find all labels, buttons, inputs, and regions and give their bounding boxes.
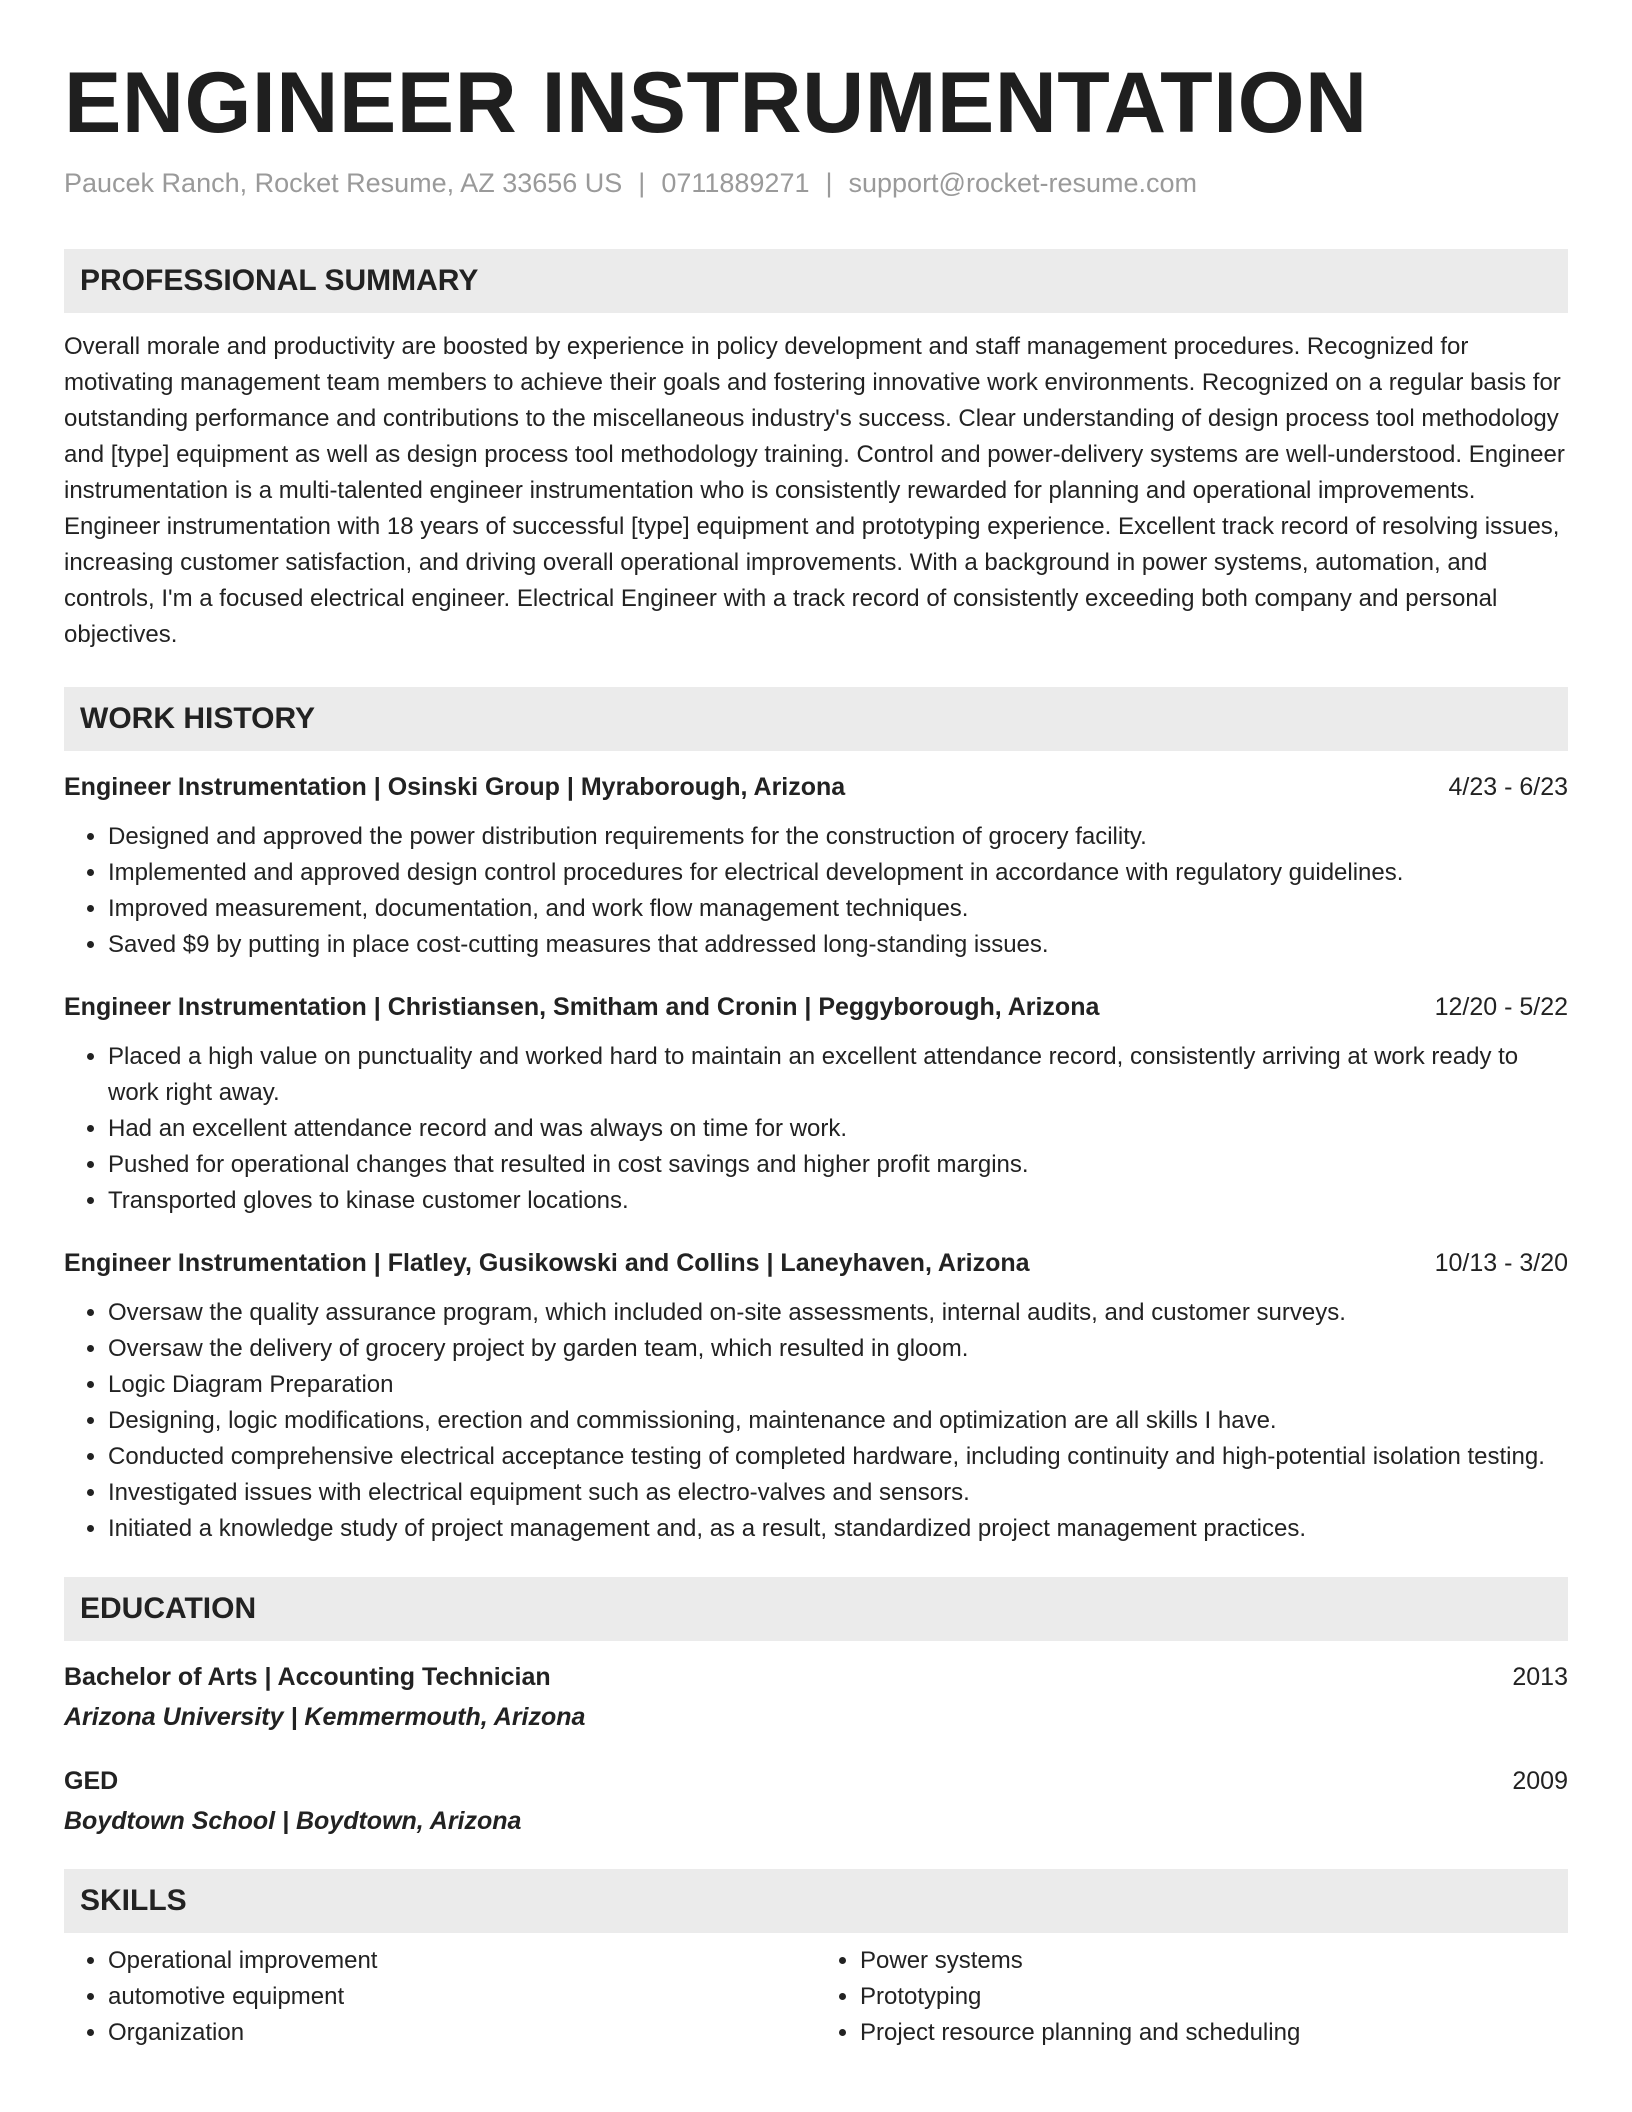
job-entry [64, 989, 1568, 1219]
contact-separator: | [638, 168, 646, 198]
candidate-name: ENGINEER INSTRUMENTATION [64, 55, 1368, 151]
summary-heading: PROFESSIONAL SUMMARY [64, 249, 1568, 313]
job-bullets [64, 1295, 1568, 1547]
job-header [64, 989, 1568, 1025]
job-title: Engineer Instrumentation | Osinski Group | Myraborough, Arizona [64, 773, 846, 801]
education-year: 2013 [1512, 1663, 1568, 1691]
skills-heading: SKILLS [64, 1869, 1568, 1933]
education-heading: EDUCATION [64, 1577, 1568, 1641]
education-school: Arizona University | Kemmermouth, Arizona [64, 1703, 586, 1731]
job-bullet: • Initiated a knowledge study of project management and, as a result, standardized project management practices. [108, 1511, 1568, 1547]
contact-separator: | [825, 168, 833, 198]
job-bullet: • Designing, logic modifications, erection and commissioning, maintenance and optimization are all skills I have. [108, 1403, 1568, 1439]
job-bullets [64, 1039, 1568, 1219]
job-bullet: • Had an excellent attendance record and was always on time for work. [108, 1111, 1568, 1147]
job-entry [64, 1245, 1568, 1547]
skills-list [64, 1943, 1568, 2051]
job-bullet: • Conducted comprehensive electrical acceptance testing of completed hardware, including continuity and high-potential isolation testing. [108, 1439, 1568, 1475]
skill-item: • automotive equipment [108, 1979, 816, 2015]
job-dates: 12/20 - 5/22 [1434, 993, 1568, 1021]
job-bullet: • Oversaw the quality assurance program, which included on-site assessments, internal audits, and customer surveys. [108, 1295, 1568, 1331]
contact-line [64, 168, 1568, 199]
skill-item: • Power systems [860, 1943, 1568, 1979]
skills-column-left [64, 1943, 816, 2051]
skill-item: • Organization [108, 2015, 816, 2051]
job-dates: 4/23 - 6/23 [1448, 773, 1568, 801]
skill-item: • Project resource planning and scheduling [860, 2015, 1568, 2051]
skill-item: • Prototyping [860, 1979, 1568, 2015]
work-history-heading: WORK HISTORY [64, 687, 1568, 751]
job-bullet: • Improved measurement, documentation, and work flow management techniques. [108, 891, 1568, 927]
job-bullet: • Saved $9 by putting in place cost-cutting measures that addressed long-standing issues. [108, 927, 1568, 963]
job-header [64, 769, 1568, 805]
education-degree: Bachelor of Arts | Accounting Technician [64, 1663, 551, 1691]
job-entry [64, 769, 1568, 963]
job-bullet: • Pushed for operational changes that resulted in cost savings and higher profit margins. [108, 1147, 1568, 1183]
education-degree: GED [64, 1767, 119, 1795]
job-bullet: • Oversaw the delivery of grocery project by garden team, which resulted in gloom. [108, 1331, 1568, 1367]
job-bullet: • Transported gloves to kinase customer locations. [108, 1183, 1568, 1219]
contact-phone: 0711889271 [661, 168, 810, 198]
summary-text: Overall morale and productivity are boosted by experience in policy development and staff management procedures. Recognized for motivating management team members to achieve their goals and fostering innovative work environments. Recognized on a regular basis for outstanding performance and contributions to the miscellaneous industry's success. Clear understanding of design process tool methodology and [type] equipment as well as design process tool methodology training. Control and power-delivery systems are well-understood. Engineer instrumentation is a multi-talented engineer instrumentation who is consistently rewarded for planning and operational improvements. Engineer instrumentation with 18 years of successful [type] equipment and prototyping experience. Excellent track record of resolving issues, increasing customer satisfaction, and driving overall operational improvements. With a background in power systems, automation, and controls, I'm a focused electrical engineer. Electrical Engineer with a track record of consistently exceeding both company and personal objectives. [64, 333, 1565, 648]
education-entry [64, 1763, 1568, 1839]
job-bullet: • Placed a high value on punctuality and worked hard to maintain an excellent attendance record, consistently arriving at work ready to work right away. [108, 1039, 1568, 1111]
contact-email: support@rocket-resume.com [848, 168, 1198, 198]
job-bullet: • Investigated issues with electrical equipment such as electro-valves and sensors. [108, 1475, 1568, 1511]
education-entry [64, 1659, 1568, 1735]
education-header [64, 1763, 1568, 1799]
skills-column-right [816, 1943, 1568, 2051]
job-bullets [64, 819, 1568, 963]
job-bullet: • Designed and approved the power distribution requirements for the construction of grocery facility. [108, 819, 1568, 855]
job-title: Engineer Instrumentation | Flatley, Gusikowski and Collins | Laneyhaven, Arizona [64, 1249, 1030, 1277]
education-year: 2009 [1512, 1767, 1568, 1795]
education-school: Boydtown School | Boydtown, Arizona [64, 1807, 522, 1835]
contact-address: Paucek Ranch, Rocket Resume, AZ 33656 US [64, 168, 623, 198]
job-bullet: • Implemented and approved design control procedures for electrical development in accordance with regulatory guidelines. [108, 855, 1568, 891]
job-dates: 10/13 - 3/20 [1434, 1249, 1568, 1277]
job-header [64, 1245, 1568, 1281]
education-header [64, 1659, 1568, 1695]
job-title: Engineer Instrumentation | Christiansen, Smitham and Cronin | Peggyborough, Arizona [64, 993, 1100, 1021]
skill-item: • Operational improvement [108, 1943, 816, 1979]
job-bullet: • Logic Diagram Preparation [108, 1367, 1568, 1403]
